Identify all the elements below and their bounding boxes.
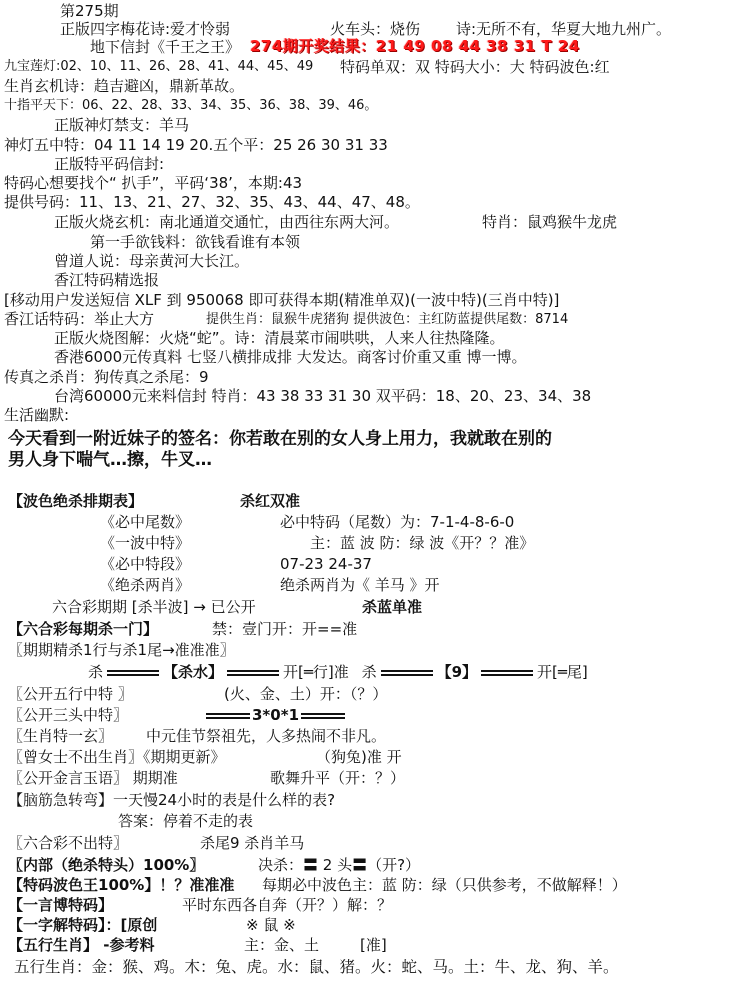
special-wish: 特码心想要找个“ 扒手”，平码‘38’，本期:43 (4, 174, 303, 192)
half-wave-label: 六合彩期期 [杀半波] → 已公开 (52, 598, 256, 616)
kill-row-water: 【杀水】 (163, 663, 224, 681)
kill-row-nine: 【9】 (436, 663, 478, 681)
kill-two-label: 《绝杀两肖》 (100, 576, 191, 594)
kill-row-bar-1 (107, 670, 159, 676)
ms-zeng-label: 〖曾女士不出生肖〗《期期更新》 (8, 748, 226, 766)
special-segment-value: 07-23 24-37 (280, 555, 372, 573)
provided-numbers: 提供号码：11、13、21、27、32、35、43、44、47、48。 (4, 193, 420, 211)
three-heads-bar-left (206, 713, 250, 719)
hk-fax: 香港6000元传真料 七竖八横排成排 大发达。商客讨价重又重 博一博。 (54, 348, 527, 366)
humor-title: 生活幽默: (4, 406, 70, 424)
half-wave-value: 杀蓝单准 (362, 598, 423, 616)
kill-row-sha: 杀 (88, 663, 104, 681)
element-zodiac-list: 五行生肖：金：猴、鸡。木：兔、虎。水：鼠、猪。火：蛇、马。土：牛、龙、狗、羊。 (14, 958, 619, 976)
xiangjiang-talk: 香江话特码：举止大方 (4, 310, 155, 328)
wave-king-label: 【特码波色王100%】！？准准准 (8, 876, 235, 894)
riddle-answer: 答案：停着不走的表 (118, 812, 254, 830)
fire-illustration: 正版火烧图解：火烧“蛇”。诗：清晨菜市闹哄哄，人来人往热隆隆。 (54, 329, 505, 347)
jiubao-lamp: 九宝莲灯:02、10、11、26、28、41、44、45、49 (4, 59, 314, 74)
element-zodiac-accurate: [准] (360, 936, 387, 954)
zodiac-poem: 生肖玄机诗：趋吉避凶，鼎新革故。 (4, 77, 245, 95)
special-zodiac: 特肖：鼠鸡猴牛龙虎 (482, 213, 618, 231)
kill-door-label: 【六合彩每期杀一门】 (8, 620, 159, 638)
one-word-value: 平时东西各自奔（开？）解：？ (182, 896, 393, 914)
golden-words-label: 〖公开金言玉语〗 期期准 (8, 769, 178, 787)
tail-number-value: 必中特码（尾数）为：7-1-4-8-6-0 (280, 513, 515, 531)
kill-row-sha-2: 杀 (361, 663, 377, 681)
kill-door-value: 禁：壹门开：开==准 (212, 620, 358, 638)
lamp-five: 神灯五中特：04 11 14 19 20.五个平：25 26 30 31 33 (4, 136, 388, 154)
element-zodiac-value: 主：金、土 (244, 936, 320, 954)
internal-label: 〖内部（绝杀特头）100%〗 (8, 856, 205, 874)
three-heads-text: 3*0*1 (252, 706, 299, 724)
ten-fingers: 十指平天下：06、22、28、33、34、35、36、38、39、46。 (4, 98, 378, 113)
one-wave-label: 《一波中特》 (100, 534, 191, 552)
kill-row-bar-4 (481, 670, 533, 676)
three-heads-bar-right (301, 713, 345, 719)
bose-title: 【波色绝杀排期表】 (8, 492, 144, 510)
kill-row (88, 663, 588, 681)
golden-words-value: 歌舞升平（开：？） (270, 769, 406, 787)
one-word-label: 【一言博特码】 (8, 896, 114, 914)
kill-row-bar-3 (381, 670, 433, 676)
poem-text: 诗:无所不有，华夏大地九州广。 (456, 20, 672, 38)
no-special-label: 〖六合彩不出特〗 (8, 834, 129, 852)
zodiac-mystery-label: 〖生肖特一玄〗 (8, 727, 114, 745)
ms-zeng-value: （狗兔)准 开 (316, 748, 402, 766)
zodiac-mystery-value: 中元佳节祭祖先，人多热闹不非凡。 (146, 727, 387, 745)
mobile-notice: [移动用户发送短信 XLF 到 950068 即可获得本期(精准单双)(一波中特)(三肖中特)] (4, 291, 560, 309)
fax-kill: 传真之杀肖：狗传真之杀尾：9 (4, 368, 209, 386)
three-heads-label: 〖公开三头中特〗 (8, 706, 129, 724)
internal-value: 决杀：〓 2 头〓（开?） (258, 856, 421, 874)
five-elements-value: (火、金、土）开：（？） (224, 685, 388, 703)
draw-result: 274期开奖结果：21 49 08 44 38 31 T 24 (250, 37, 580, 55)
element-zodiac-label: 【五行生肖】 -参考料 (8, 936, 155, 954)
special-segment-label: 《必中特段》 (100, 555, 191, 573)
wave-king-value: 每期必中波色主：蓝 防：绿（只供参考，不做解释！） (262, 876, 627, 894)
jiubao-attributes: 特码单双：双 特码大小：大 特码波色:红 (340, 58, 610, 76)
lamp-forbidden: 正版神灯禁支：羊马 (54, 116, 190, 134)
joke-line-2: 男人身下喘气…擦，牛叉… (8, 450, 212, 470)
kill-row-open-line: 开[═行]准 (283, 663, 349, 681)
train-head: 火车头：烧伤 (330, 20, 421, 38)
five-elements-label: 〖公开五行中特 〗 (8, 685, 133, 703)
kill-row-bar-2 (227, 670, 279, 676)
first-hand: 第一手欲钱料：欲钱看谁有本领 (90, 233, 301, 251)
issue-number: 第275期 (60, 2, 119, 20)
joke-line-1: 今天看到一附近妹子的签名：你若敢在别的女人身上用力，我就敢在别的 (8, 429, 552, 449)
three-heads-value (206, 706, 345, 724)
bose-value: 杀红双准 (240, 492, 301, 510)
precise-kill-title: 〖期期精杀1行与杀1尾→准准准〗 (8, 641, 235, 659)
kill-two-value: 绝杀两肖为《 羊马 》开 (280, 576, 440, 594)
no-special-value: 杀尾9 杀肖羊马 (200, 834, 305, 852)
poem-title: 正版四字梅花诗:爱才怜弱 (60, 20, 231, 38)
one-char-label: 【一字解特码】：[原创 (8, 916, 158, 934)
zeng-says: 曾道人说：母亲黄河大长江。 (54, 252, 250, 270)
xiangjiang-title: 香江特码精选报 (54, 271, 160, 289)
underground-envelope: 地下信封《千王之王》 (90, 38, 241, 56)
flat-code-envelope: 正版特平码信封: (54, 155, 165, 173)
one-char-value: ※ 鼠 ※ (246, 916, 296, 934)
fire-mystery: 正版火烧玄机：南北通道交通忙，由西往东两大河。 (54, 213, 400, 231)
xiangjiang-talk-detail: 提供生肖：鼠猴牛虎猪狗 提供波色：主红防蓝提供尾数：8714 (206, 312, 569, 327)
one-wave-value: 主：蓝 波 防：绿 波《开？？准》 (310, 534, 535, 552)
tail-number-label: 《必中尾数》 (100, 513, 191, 531)
riddle-question: 【脑筋急转弯】一天慢24小时的表是什么样的表? (8, 791, 336, 809)
kill-row-open-tail: 开[═尾] (537, 663, 588, 681)
taiwan-envelope: 台湾60000元来料信封 特肖：43 38 33 31 30 双平码：18、20、23、34、38 (54, 387, 592, 405)
